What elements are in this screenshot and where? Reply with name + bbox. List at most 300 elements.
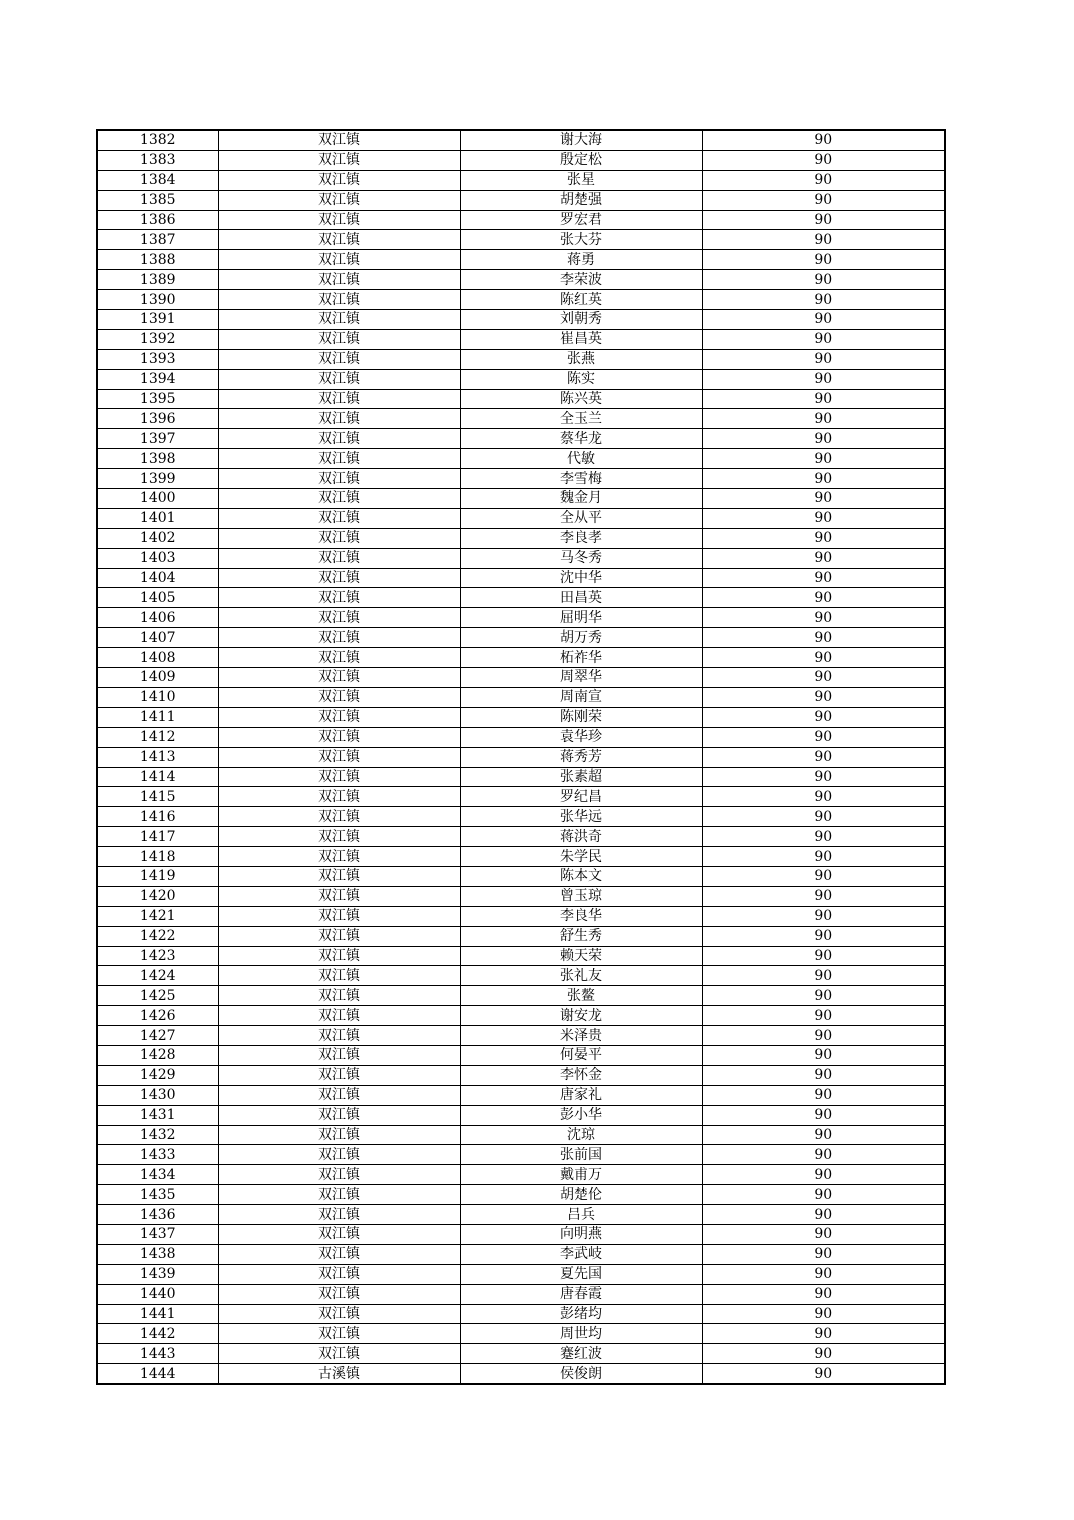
cell-serial-number: 1409 (97, 668, 218, 688)
cell-town: 双江镇 (218, 1026, 460, 1046)
cell-serial-number: 1406 (97, 608, 218, 628)
cell-amount: 90 (702, 568, 945, 588)
cell-town: 双江镇 (218, 628, 460, 648)
cell-person-name: 何晏平 (460, 1045, 702, 1065)
table-row (97, 349, 945, 369)
cell-town: 双江镇 (218, 747, 460, 767)
cell-serial-number: 1437 (97, 1224, 218, 1244)
cell-person-name: 彭小华 (460, 1105, 702, 1125)
cell-person-name: 柘祚华 (460, 648, 702, 668)
cell-person-name: 李良华 (460, 906, 702, 926)
cell-serial-number: 1386 (97, 210, 218, 230)
cell-serial-number: 1429 (97, 1065, 218, 1085)
table-row (97, 190, 945, 210)
cell-town: 双江镇 (218, 1085, 460, 1105)
roster-table-body (97, 130, 945, 1384)
cell-town: 双江镇 (218, 190, 460, 210)
cell-town: 双江镇 (218, 926, 460, 946)
cell-person-name: 戴甫万 (460, 1165, 702, 1185)
cell-serial-number: 1394 (97, 369, 218, 389)
cell-amount: 90 (702, 1006, 945, 1026)
table-row (97, 489, 945, 509)
cell-serial-number: 1420 (97, 886, 218, 906)
cell-amount: 90 (702, 250, 945, 270)
cell-amount: 90 (702, 1284, 945, 1304)
cell-serial-number: 1395 (97, 389, 218, 409)
cell-person-name: 侯俊朗 (460, 1364, 702, 1384)
cell-town: 古溪镇 (218, 1364, 460, 1384)
cell-town: 双江镇 (218, 130, 460, 150)
cell-town: 双江镇 (218, 230, 460, 250)
table-row (97, 668, 945, 688)
cell-amount: 90 (702, 946, 945, 966)
cell-town: 双江镇 (218, 1244, 460, 1264)
cell-town: 双江镇 (218, 1105, 460, 1125)
cell-town: 双江镇 (218, 1284, 460, 1304)
cell-serial-number: 1402 (97, 528, 218, 548)
cell-amount: 90 (702, 369, 945, 389)
cell-town: 双江镇 (218, 170, 460, 190)
cell-town: 双江镇 (218, 349, 460, 369)
cell-amount: 90 (702, 668, 945, 688)
table-row (97, 648, 945, 668)
cell-amount: 90 (702, 489, 945, 509)
cell-person-name: 胡楚强 (460, 190, 702, 210)
cell-amount: 90 (702, 747, 945, 767)
table-row (97, 210, 945, 230)
cell-town: 双江镇 (218, 1185, 460, 1205)
table-row (97, 1026, 945, 1046)
cell-serial-number: 1382 (97, 130, 218, 150)
cell-person-name: 陈刚荣 (460, 707, 702, 727)
cell-serial-number: 1407 (97, 628, 218, 648)
table-row (97, 787, 945, 807)
cell-person-name: 蹇红波 (460, 1344, 702, 1364)
table-row (97, 847, 945, 867)
table-row (97, 1324, 945, 1344)
cell-town: 双江镇 (218, 1165, 460, 1185)
cell-town: 双江镇 (218, 966, 460, 986)
roster-table (96, 129, 946, 1385)
cell-town: 双江镇 (218, 290, 460, 310)
table-row (97, 150, 945, 170)
cell-person-name: 吕兵 (460, 1205, 702, 1225)
table-row (97, 1344, 945, 1364)
cell-town: 双江镇 (218, 866, 460, 886)
table-row (97, 1224, 945, 1244)
cell-person-name: 代敏 (460, 449, 702, 469)
cell-amount: 90 (702, 130, 945, 150)
cell-person-name: 沈琼 (460, 1125, 702, 1145)
cell-serial-number: 1410 (97, 687, 218, 707)
cell-town: 双江镇 (218, 687, 460, 707)
cell-serial-number: 1403 (97, 548, 218, 568)
cell-town: 双江镇 (218, 1344, 460, 1364)
cell-amount: 90 (702, 687, 945, 707)
cell-serial-number: 1431 (97, 1105, 218, 1125)
cell-town: 双江镇 (218, 250, 460, 270)
cell-amount: 90 (702, 310, 945, 330)
cell-town: 双江镇 (218, 1224, 460, 1244)
cell-amount: 90 (702, 886, 945, 906)
cell-town: 双江镇 (218, 310, 460, 330)
cell-town: 双江镇 (218, 568, 460, 588)
cell-serial-number: 1404 (97, 568, 218, 588)
cell-person-name: 刘朝秀 (460, 310, 702, 330)
cell-serial-number: 1427 (97, 1026, 218, 1046)
table-row (97, 290, 945, 310)
table-row (97, 548, 945, 568)
cell-amount: 90 (702, 1105, 945, 1125)
cell-town: 双江镇 (218, 329, 460, 349)
cell-person-name: 谢大海 (460, 130, 702, 150)
cell-serial-number: 1426 (97, 1006, 218, 1026)
table-row (97, 568, 945, 588)
cell-amount: 90 (702, 1125, 945, 1145)
cell-person-name: 马冬秀 (460, 548, 702, 568)
cell-serial-number: 1442 (97, 1324, 218, 1344)
table-row (97, 329, 945, 349)
table-row (97, 608, 945, 628)
cell-amount: 90 (702, 469, 945, 489)
cell-serial-number: 1414 (97, 767, 218, 787)
cell-person-name: 舒生秀 (460, 926, 702, 946)
table-row (97, 727, 945, 747)
cell-town: 双江镇 (218, 727, 460, 747)
cell-town: 双江镇 (218, 886, 460, 906)
cell-person-name: 蒋洪奇 (460, 827, 702, 847)
cell-serial-number: 1391 (97, 310, 218, 330)
cell-serial-number: 1393 (97, 349, 218, 369)
table-row (97, 687, 945, 707)
cell-amount: 90 (702, 349, 945, 369)
cell-person-name: 周世均 (460, 1324, 702, 1344)
cell-serial-number: 1418 (97, 847, 218, 867)
cell-amount: 90 (702, 1065, 945, 1085)
cell-person-name: 谢安龙 (460, 1006, 702, 1026)
table-row (97, 707, 945, 727)
cell-amount: 90 (702, 707, 945, 727)
cell-amount: 90 (702, 170, 945, 190)
cell-person-name: 全玉兰 (460, 409, 702, 429)
cell-person-name: 张燕 (460, 349, 702, 369)
table-row (97, 409, 945, 429)
cell-amount: 90 (702, 1205, 945, 1225)
table-row (97, 827, 945, 847)
table-row (97, 1185, 945, 1205)
cell-person-name: 朱学民 (460, 847, 702, 867)
cell-serial-number: 1430 (97, 1085, 218, 1105)
cell-amount: 90 (702, 449, 945, 469)
cell-serial-number: 1433 (97, 1145, 218, 1165)
cell-amount: 90 (702, 1165, 945, 1185)
cell-serial-number: 1401 (97, 508, 218, 528)
cell-amount: 90 (702, 329, 945, 349)
cell-person-name: 陈红英 (460, 290, 702, 310)
cell-person-name: 李怀金 (460, 1065, 702, 1085)
cell-amount: 90 (702, 727, 945, 747)
cell-serial-number: 1416 (97, 807, 218, 827)
table-row (97, 1145, 945, 1165)
table-row (97, 767, 945, 787)
cell-person-name: 李荣波 (460, 270, 702, 290)
cell-town: 双江镇 (218, 986, 460, 1006)
cell-town: 双江镇 (218, 827, 460, 847)
table-row (97, 628, 945, 648)
cell-amount: 90 (702, 1145, 945, 1165)
cell-person-name: 魏金月 (460, 489, 702, 509)
table-row (97, 170, 945, 190)
cell-amount: 90 (702, 1224, 945, 1244)
cell-person-name: 李良孝 (460, 528, 702, 548)
cell-person-name: 崔昌英 (460, 329, 702, 349)
cell-person-name: 唐家礼 (460, 1085, 702, 1105)
cell-amount: 90 (702, 1304, 945, 1324)
cell-serial-number: 1390 (97, 290, 218, 310)
cell-amount: 90 (702, 290, 945, 310)
table-row (97, 1304, 945, 1324)
cell-serial-number: 1421 (97, 906, 218, 926)
cell-person-name: 曾玉琼 (460, 886, 702, 906)
cell-amount: 90 (702, 1045, 945, 1065)
cell-town: 双江镇 (218, 429, 460, 449)
cell-person-name: 唐春霞 (460, 1284, 702, 1304)
cell-serial-number: 1423 (97, 946, 218, 966)
cell-town: 双江镇 (218, 369, 460, 389)
cell-serial-number: 1443 (97, 1344, 218, 1364)
cell-town: 双江镇 (218, 1065, 460, 1085)
cell-serial-number: 1436 (97, 1205, 218, 1225)
cell-person-name: 罗宏君 (460, 210, 702, 230)
cell-town: 双江镇 (218, 1045, 460, 1065)
table-row (97, 1045, 945, 1065)
cell-town: 双江镇 (218, 668, 460, 688)
cell-town: 双江镇 (218, 150, 460, 170)
table-row (97, 389, 945, 409)
cell-town: 双江镇 (218, 707, 460, 727)
cell-town: 双江镇 (218, 508, 460, 528)
cell-person-name: 沈中华 (460, 568, 702, 588)
table-row (97, 588, 945, 608)
cell-amount: 90 (702, 628, 945, 648)
cell-serial-number: 1396 (97, 409, 218, 429)
table-row (97, 747, 945, 767)
cell-serial-number: 1439 (97, 1264, 218, 1284)
table-row (97, 1264, 945, 1284)
cell-serial-number: 1432 (97, 1125, 218, 1145)
cell-serial-number: 1417 (97, 827, 218, 847)
cell-amount: 90 (702, 270, 945, 290)
cell-serial-number: 1397 (97, 429, 218, 449)
cell-person-name: 张华远 (460, 807, 702, 827)
cell-town: 双江镇 (218, 1145, 460, 1165)
cell-person-name: 张星 (460, 170, 702, 190)
cell-amount: 90 (702, 807, 945, 827)
table-row (97, 926, 945, 946)
table-row (97, 528, 945, 548)
cell-person-name: 张礼友 (460, 966, 702, 986)
table-row (97, 1165, 945, 1185)
table-row (97, 310, 945, 330)
cell-amount: 90 (702, 210, 945, 230)
cell-person-name: 李雪梅 (460, 469, 702, 489)
cell-serial-number: 1405 (97, 588, 218, 608)
cell-town: 双江镇 (218, 648, 460, 668)
cell-town: 双江镇 (218, 588, 460, 608)
cell-amount: 90 (702, 608, 945, 628)
cell-person-name: 陈实 (460, 369, 702, 389)
cell-amount: 90 (702, 906, 945, 926)
cell-person-name: 夏先国 (460, 1264, 702, 1284)
cell-serial-number: 1384 (97, 170, 218, 190)
cell-amount: 90 (702, 528, 945, 548)
cell-town: 双江镇 (218, 1205, 460, 1225)
cell-serial-number: 1425 (97, 986, 218, 1006)
cell-town: 双江镇 (218, 946, 460, 966)
cell-town: 双江镇 (218, 608, 460, 628)
table-row (97, 230, 945, 250)
cell-amount: 90 (702, 866, 945, 886)
cell-serial-number: 1388 (97, 250, 218, 270)
cell-serial-number: 1383 (97, 150, 218, 170)
table-row (97, 469, 945, 489)
table-row (97, 986, 945, 1006)
cell-person-name: 周翠华 (460, 668, 702, 688)
table-row (97, 946, 945, 966)
cell-amount: 90 (702, 548, 945, 568)
cell-serial-number: 1387 (97, 230, 218, 250)
cell-amount: 90 (702, 926, 945, 946)
cell-serial-number: 1412 (97, 727, 218, 747)
cell-serial-number: 1438 (97, 1244, 218, 1264)
cell-serial-number: 1434 (97, 1165, 218, 1185)
cell-serial-number: 1399 (97, 469, 218, 489)
cell-serial-number: 1444 (97, 1364, 218, 1384)
table-row (97, 270, 945, 290)
cell-amount: 90 (702, 827, 945, 847)
cell-amount: 90 (702, 429, 945, 449)
table-row (97, 1364, 945, 1384)
cell-amount: 90 (702, 966, 945, 986)
cell-town: 双江镇 (218, 409, 460, 429)
cell-person-name: 彭绪均 (460, 1304, 702, 1324)
cell-person-name: 蒋勇 (460, 250, 702, 270)
cell-serial-number: 1389 (97, 270, 218, 290)
cell-amount: 90 (702, 1244, 945, 1264)
cell-amount: 90 (702, 409, 945, 429)
cell-town: 双江镇 (218, 449, 460, 469)
cell-person-name: 蒋秀芳 (460, 747, 702, 767)
cell-serial-number: 1400 (97, 489, 218, 509)
table-row (97, 449, 945, 469)
cell-person-name: 张大芬 (460, 230, 702, 250)
table-row (97, 807, 945, 827)
table-row (97, 1065, 945, 1085)
cell-town: 双江镇 (218, 1324, 460, 1344)
cell-person-name: 屈明华 (460, 608, 702, 628)
cell-person-name: 张前国 (460, 1145, 702, 1165)
cell-serial-number: 1392 (97, 329, 218, 349)
cell-town: 双江镇 (218, 210, 460, 230)
cell-amount: 90 (702, 389, 945, 409)
cell-amount: 90 (702, 767, 945, 787)
table-row (97, 1244, 945, 1264)
cell-amount: 90 (702, 1264, 945, 1284)
cell-person-name: 胡楚伦 (460, 1185, 702, 1205)
cell-serial-number: 1398 (97, 449, 218, 469)
cell-serial-number: 1440 (97, 1284, 218, 1304)
cell-serial-number: 1415 (97, 787, 218, 807)
cell-serial-number: 1428 (97, 1045, 218, 1065)
table-row (97, 250, 945, 270)
cell-town: 双江镇 (218, 1264, 460, 1284)
cell-town: 双江镇 (218, 270, 460, 290)
cell-amount: 90 (702, 1324, 945, 1344)
cell-serial-number: 1441 (97, 1304, 218, 1324)
cell-serial-number: 1422 (97, 926, 218, 946)
cell-person-name: 向明燕 (460, 1224, 702, 1244)
table-row (97, 1085, 945, 1105)
cell-amount: 90 (702, 1026, 945, 1046)
cell-person-name: 田昌英 (460, 588, 702, 608)
cell-amount: 90 (702, 230, 945, 250)
cell-serial-number: 1424 (97, 966, 218, 986)
cell-town: 双江镇 (218, 548, 460, 568)
cell-town: 双江镇 (218, 767, 460, 787)
table-row (97, 1284, 945, 1304)
table-row (97, 1125, 945, 1145)
cell-amount: 90 (702, 190, 945, 210)
table-row (97, 130, 945, 150)
cell-person-name: 袁华珍 (460, 727, 702, 747)
cell-amount: 90 (702, 1185, 945, 1205)
cell-town: 双江镇 (218, 847, 460, 867)
cell-amount: 90 (702, 588, 945, 608)
table-row (97, 1105, 945, 1125)
cell-person-name: 殷定松 (460, 150, 702, 170)
table-row (97, 886, 945, 906)
cell-person-name: 李武岐 (460, 1244, 702, 1264)
cell-person-name: 张鳌 (460, 986, 702, 1006)
cell-serial-number: 1413 (97, 747, 218, 767)
cell-town: 双江镇 (218, 489, 460, 509)
table-row (97, 906, 945, 926)
cell-serial-number: 1435 (97, 1185, 218, 1205)
cell-town: 双江镇 (218, 469, 460, 489)
cell-town: 双江镇 (218, 1125, 460, 1145)
cell-amount: 90 (702, 1085, 945, 1105)
cell-town: 双江镇 (218, 528, 460, 548)
cell-town: 双江镇 (218, 1006, 460, 1026)
cell-amount: 90 (702, 986, 945, 1006)
cell-person-name: 陈本文 (460, 866, 702, 886)
table-row (97, 369, 945, 389)
cell-person-name: 张素超 (460, 767, 702, 787)
cell-serial-number: 1385 (97, 190, 218, 210)
cell-amount: 90 (702, 787, 945, 807)
cell-serial-number: 1419 (97, 866, 218, 886)
cell-amount: 90 (702, 1364, 945, 1384)
cell-town: 双江镇 (218, 389, 460, 409)
cell-town: 双江镇 (218, 807, 460, 827)
cell-town: 双江镇 (218, 1304, 460, 1324)
cell-amount: 90 (702, 1344, 945, 1364)
cell-person-name: 胡万秀 (460, 628, 702, 648)
cell-person-name: 赖天荣 (460, 946, 702, 966)
cell-person-name: 周南宣 (460, 687, 702, 707)
cell-amount: 90 (702, 508, 945, 528)
table-row (97, 508, 945, 528)
